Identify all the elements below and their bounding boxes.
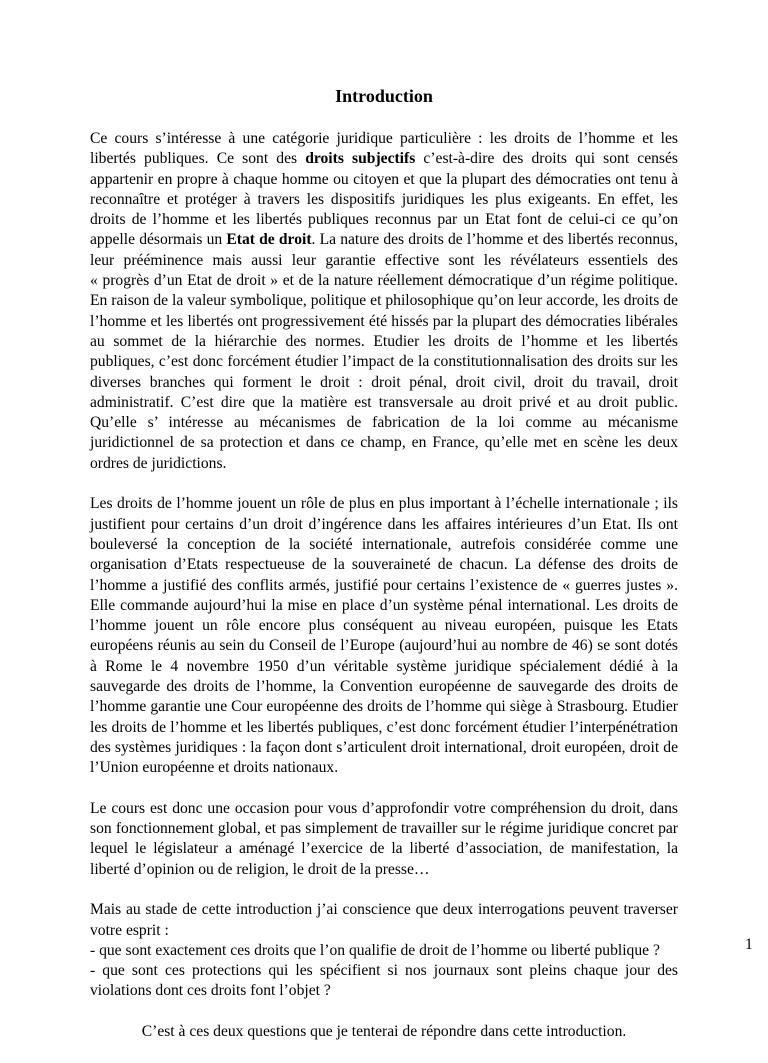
text-line: à Rome le 4 novembre 1950 d’un véritable système juridique spécialement dédié à la xyxy=(90,657,678,675)
text-line: liberté d’opinion ou de religion, le droit de la presse… xyxy=(90,860,430,878)
text-line: Elle commande aujourd’hui la mise en place d’un système pénal international. Les droits de xyxy=(90,596,678,614)
text-line: son fonctionnement global, et pas simplement de travailler sur le régime juridique concret par xyxy=(90,820,678,838)
bold-term: droits subjectifs xyxy=(305,150,416,168)
text-line: leur prééminence mais aussi leur garantie effective sont les révélateurs essentiels des xyxy=(90,251,678,269)
page-number: 1 xyxy=(745,936,753,953)
text-line: droits de l’homme et les libertés publiques reconnus par un Etat font de celui-ci ce qu’on xyxy=(90,211,678,229)
text-line: l’homme a justifié des conflits armés, justifié pour certains l’existence de « guerres justes ». xyxy=(90,576,678,594)
text-segment: c’est-à-dire des droits qui sont censés xyxy=(415,150,678,168)
text-line: l’homme jouent un rôle encore plus conséquent au niveau européen, puisque les Etats xyxy=(90,617,678,635)
text-line: reconnaître et protéger à travers les dispositifs juridiques les plus exigeants. En effet, les xyxy=(90,190,678,208)
page-title: Introduction xyxy=(335,86,433,106)
text-line: Qu’elle s’ intéresse au mécanismes de fabrication de la loi comme au mécanisme xyxy=(90,414,678,432)
paragraph xyxy=(90,1022,678,1042)
document-body xyxy=(90,129,678,1063)
text-line: publiques, c’est donc forcément étudier l’impact de la constitutionnalisation des droits sur les xyxy=(90,353,678,371)
text-line: sauvegarde des droits de l’homme, la Convention européenne de sauvegarde des droits de xyxy=(90,678,678,696)
text-line: violations dont ces droits font l’objet ? xyxy=(90,982,331,1000)
text-line: ordres de juridictions. xyxy=(90,454,227,472)
text-line: au sommet de la hiérarchie des normes. Etudier les droits de l’homme et les libertés xyxy=(90,332,678,350)
paragraph xyxy=(90,494,678,778)
text-line: européens réunis au sein du Conseil de l’Europe (aujourd’hui au nombre de 46) se sont dotés xyxy=(90,637,678,655)
text-segment: . La nature des droits de l’homme et des libertés reconnus, xyxy=(311,231,678,249)
text-line: appartenir en propre à chaque homme ou citoyen et que la plupart des démocraties ont tenu à xyxy=(90,170,678,188)
text-line: Le cours est donc une occasion pour vous d’approfondir votre compréhension du droit, dans xyxy=(90,799,678,817)
text-segment: appelle désormais un xyxy=(90,231,227,249)
text-line: En raison de la valeur symbolique, politique et philosophique qu’on leur accorde, les droits de xyxy=(90,292,678,310)
text-line: diverses branches qui forment le droit : droit pénal, droit civil, droit du travail, droit xyxy=(90,373,678,391)
text-line xyxy=(90,230,678,250)
text-line: votre esprit : xyxy=(90,921,169,939)
text-line: - que sont exactement ces droits que l’on qualifie de droit de l’homme ou liberté publique ? xyxy=(90,941,660,959)
text-line: des systèmes juridiques : la façon dont s’articulent droit international, droit européen, droit de xyxy=(90,738,678,756)
text-line: - que sont ces protections qui les spécifient si nos journaux sont pleins chaque jour des xyxy=(90,962,678,980)
paragraph xyxy=(90,129,678,474)
text-line: bouleversé la conception de la société internationale, autrefois considérée comme une xyxy=(90,535,678,553)
text-line: Ce cours s’intéresse à une catégorie juridique particulière : les droits de l’homme et les xyxy=(90,130,678,147)
text-line: l’homme et les libertés ont progressivement été hissés par la plupart des démocraties libérales xyxy=(90,312,678,330)
text-line: C’est à ces deux questions que je tenterai de répondre dans cette introduction. xyxy=(141,1023,627,1041)
text-line: lequel le législateur a aménagé l’exercice de la liberté d’association, de manifestation, la xyxy=(90,840,678,858)
text-line: organisation d’Etats respectueuse de la souveraineté de chacun. La défense des droits de xyxy=(90,556,678,574)
text-line xyxy=(90,149,678,169)
bold-term: Etat de droit xyxy=(226,231,312,249)
text-line: l’homme garantie une Cour européenne des droits de l’homme qui siège à Strasbourg. Etudier xyxy=(90,698,678,716)
text-line: « progrès d’un Etat de droit » et de la nature réellement démocratique d’un régime politique. xyxy=(90,272,678,290)
text-line: administratif. C’est dire que la matière est transversale au droit privé et au droit public. xyxy=(90,393,678,411)
text-line: l’Union européenne et droits nationaux. xyxy=(90,759,339,777)
text-line: justifient pour certains d’un droit d’ingérence dans les affaires intérieures d’un Etat. Ils ont xyxy=(90,515,678,533)
text-line: juridictionnel de sa protection et dans ce champ, en France, qu’elle met en scène les deux xyxy=(90,434,678,452)
text-line: Les droits de l’homme jouent un rôle de plus en plus important à l’échelle internationale ; ils xyxy=(90,495,678,513)
text-line: Mais au stade de cette introduction j’ai conscience que deux interrogations peuvent traverser xyxy=(90,901,678,919)
paragraph xyxy=(90,799,678,880)
paragraph xyxy=(90,900,678,1001)
text-segment: libertés publiques. Ce sont des xyxy=(90,150,306,168)
text-line: les droits de l’homme et les libertés publiques, c’est donc forcément étudier l’interpénétration xyxy=(90,718,678,736)
